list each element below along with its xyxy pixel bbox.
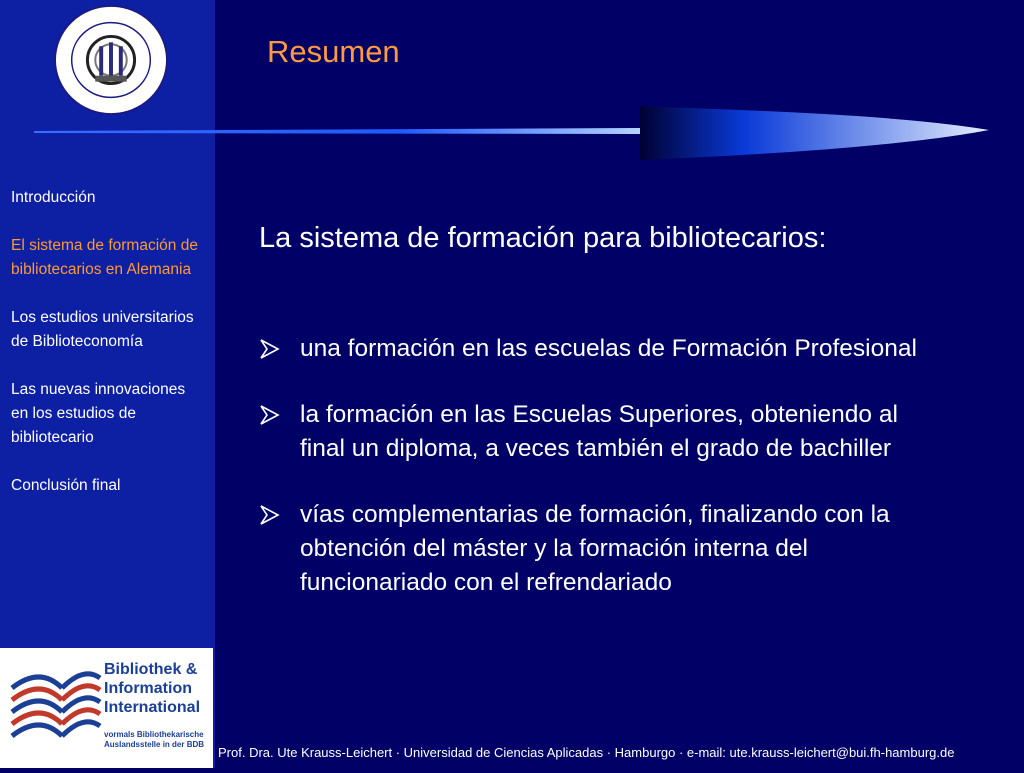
sidebar-item-nuevas-innovaciones[interactable]: Las nuevas innovaciones en los estudios de bibliotecario xyxy=(11,381,186,446)
logo-line2: Information xyxy=(104,680,192,697)
logo-sub1: vormals Bibliothekarische xyxy=(104,730,204,739)
sidebar-item-estudios-universitarios[interactable]: Los estudios universitarios de Biblioteconomía xyxy=(11,309,194,350)
section-heading: La sistema de formación para bibliotecarios: xyxy=(259,222,827,254)
logo-line3: International xyxy=(104,699,201,716)
sidebar-item-introduccion[interactable]: Introducción xyxy=(11,189,96,206)
footer-credits: Prof. Dra. Ute Krauss-Leichert · Universidad de Ciencias Aplicadas · Hamburgo · e-mail: ute.krauss-leichert@bui.fh-hamburg.de xyxy=(218,745,955,760)
sidebar-item-sistema-formacion[interactable]: El sistema de formación de bibliotecarios en Alemania xyxy=(11,237,198,278)
book-icon xyxy=(0,648,213,768)
list-item xyxy=(258,332,948,366)
bullet-text: una formación en las escuelas de Formación Profesional xyxy=(300,335,917,362)
logo-line1: Bibliothek & xyxy=(104,661,198,678)
sidebar-item-conclusion[interactable]: Conclusión final xyxy=(11,477,121,494)
slide-title: Resumen xyxy=(267,34,400,69)
arrow-bullet-icon xyxy=(258,404,280,426)
bii-logo xyxy=(0,648,213,768)
bullet-text: vías complementarias de formación, finalizando con la obtención del máster y la formación interna del funcionariado con el refrendariado xyxy=(300,501,890,596)
sidebar-nav xyxy=(11,186,201,522)
arrow-bullet-icon xyxy=(258,504,280,526)
list-item xyxy=(258,398,948,466)
list-item xyxy=(258,498,948,600)
sidebar xyxy=(0,0,213,648)
bullet-list xyxy=(258,332,948,632)
bullet-text: la formación en las Escuelas Superiores, obteniendo al final un diploma, a veces también el grado de bachiller xyxy=(300,401,898,462)
title-underline-swoosh xyxy=(34,100,994,170)
logo-sub2: Auslandsstelle in der BDB xyxy=(104,740,205,749)
arrow-bullet-icon xyxy=(258,338,280,360)
